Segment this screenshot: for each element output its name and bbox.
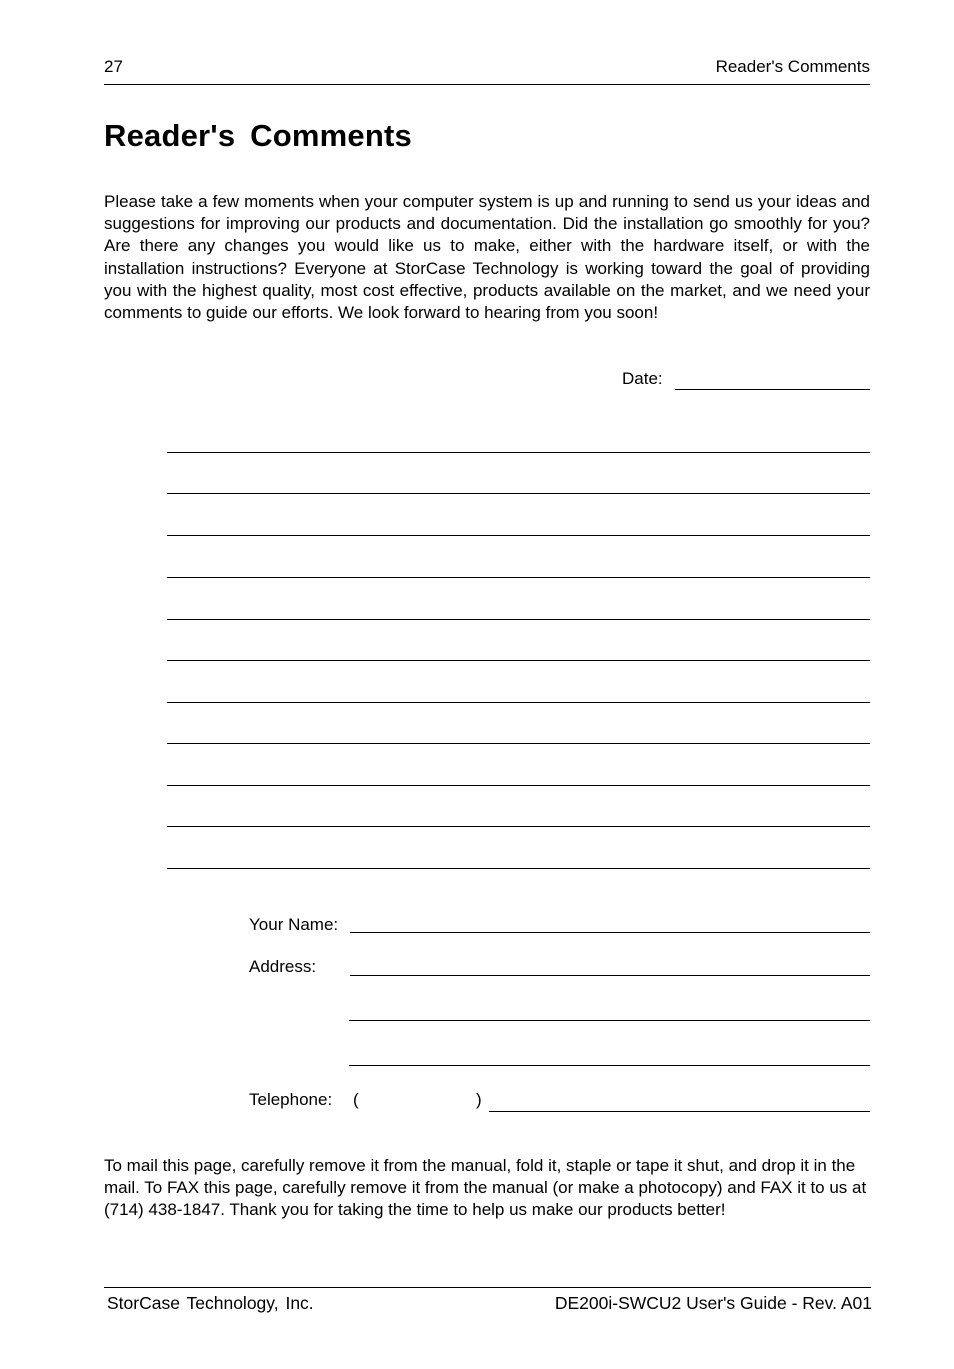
comment-line[interactable] (167, 702, 870, 703)
telephone-label: Telephone: (249, 1090, 333, 1109)
address-label: Address: (249, 957, 317, 976)
header-divider (104, 84, 870, 85)
closing-paragraph: To mail this page, carefully remove it from the manual, fold it, staple or tape it shut, and drop it in the mail. To FAX this page, carefully remove it from the manual (or make a photocopy) and FAX it to us at (714) 438-1847. Thank you for taking the time to help us make our products better! (104, 1156, 867, 1220)
date-field[interactable] (675, 389, 870, 390)
comment-line[interactable] (167, 826, 870, 827)
address-field-line-3[interactable] (349, 1065, 870, 1066)
footer-company: StorCase Technology, Inc. (107, 1293, 314, 1313)
area-code-field[interactable] (362, 1090, 472, 1110)
date-label: Date: (622, 369, 663, 388)
comment-line[interactable] (167, 619, 870, 620)
intro-paragraph: Please take a few moments when your computer system is up and running to send us your ideas and suggestions for improving our products and documentation. Did the installation go smoothly for you? Are there any changes you would like us to make, either with the hardware itself, or with the installation instructions? Everyone at StorCase Technology is working toward the goal of providing you with the highest quality, most cost effective, products available on the market, and we need your comments to guide our efforts. We look forward to hearing from you soon! (104, 192, 870, 323)
page-number: 27 (104, 57, 123, 76)
comment-line[interactable] (167, 743, 870, 744)
area-code-close-paren: ) (476, 1090, 482, 1109)
comment-line[interactable] (167, 785, 870, 786)
comment-line[interactable] (167, 660, 870, 661)
name-label: Your Name: (249, 915, 339, 934)
running-header-title: Reader's Comments (715, 57, 870, 76)
address-field-line-2[interactable] (349, 1020, 870, 1021)
footer-document-title: DE200i-SWCU2 User's Guide - Rev. A01 (554, 1293, 872, 1313)
comment-line[interactable] (167, 577, 870, 578)
comment-line[interactable] (167, 493, 870, 494)
comment-line[interactable] (167, 868, 870, 869)
footer-divider (104, 1287, 871, 1288)
comment-line[interactable] (167, 535, 870, 536)
address-field-line-1[interactable] (350, 975, 870, 976)
name-field[interactable] (350, 932, 870, 933)
telephone-field[interactable] (489, 1111, 870, 1112)
comment-line[interactable] (167, 452, 870, 453)
area-code-open-paren: ( (353, 1090, 359, 1109)
page-title: Reader's Comments (104, 118, 412, 153)
